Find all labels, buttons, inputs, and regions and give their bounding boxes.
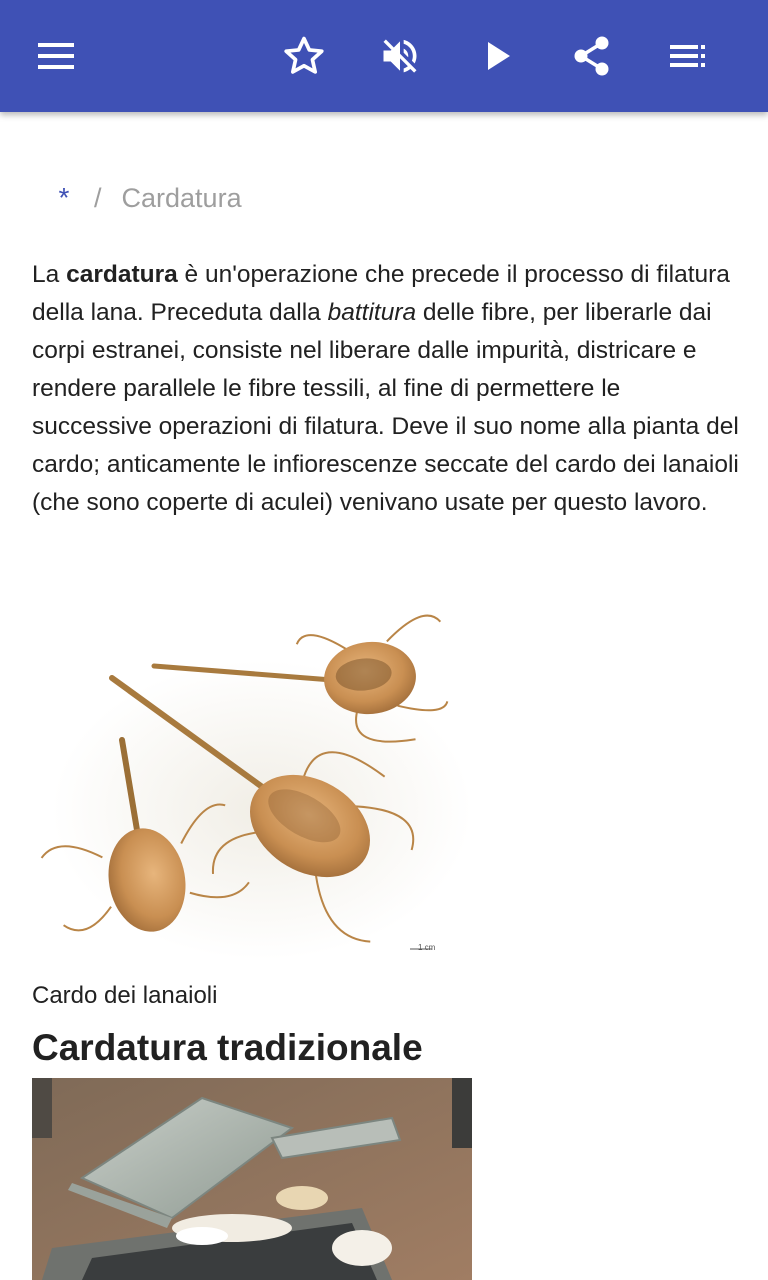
play-button[interactable] — [466, 24, 530, 88]
star-outline-icon — [282, 34, 326, 78]
term-bold: cardatura — [66, 261, 178, 288]
menu-button[interactable] — [24, 24, 88, 88]
section-heading: Cardatura tradizionale — [32, 1027, 423, 1068]
breadcrumb-current: Cardatura — [121, 182, 242, 213]
breadcrumb-separator: / — [94, 182, 102, 213]
teasel-illustration — [32, 600, 472, 970]
mute-button[interactable] — [368, 24, 432, 88]
share-button[interactable] — [560, 24, 624, 88]
share-icon — [570, 34, 614, 78]
teasel-image[interactable] — [32, 600, 472, 970]
app-toolbar — [0, 0, 768, 112]
play-icon — [478, 36, 518, 76]
figure-caption: Cardo dei lanaioli — [32, 982, 218, 1009]
term-italic: battitura — [327, 299, 417, 326]
hand-cards-illustration — [32, 1078, 472, 1280]
article-paragraph — [32, 256, 744, 522]
contents-button[interactable] — [656, 24, 720, 88]
paragraph-text: è un'operazione che precede il processo di filatura della lana. Preceduta dalla — [32, 261, 730, 326]
menu-icon — [36, 36, 76, 76]
favorite-button[interactable] — [272, 24, 336, 88]
paragraph-text: delle fibre, per liberarle dai corpi estranei, consiste nel liberare dalle impurità, districare e rendere parallele le fibre tessili, al fine di permettere le successive operazioni di filatura. Deve il suo nome alla pianta del cardo; anticamente le infiorescenze seccate del cardo dei lanaioli (che sono coperte di aculei) venivano usate per questo lavoro. — [32, 299, 739, 516]
paragraph-text: La — [32, 261, 67, 288]
volume-off-icon — [378, 34, 422, 78]
hand-cards-image[interactable] — [32, 1078, 472, 1280]
scale-label: 1 cm — [418, 943, 436, 952]
breadcrumb — [32, 178, 242, 218]
playlist-icon — [668, 36, 708, 76]
breadcrumb-home-link[interactable]: * — [58, 182, 70, 213]
